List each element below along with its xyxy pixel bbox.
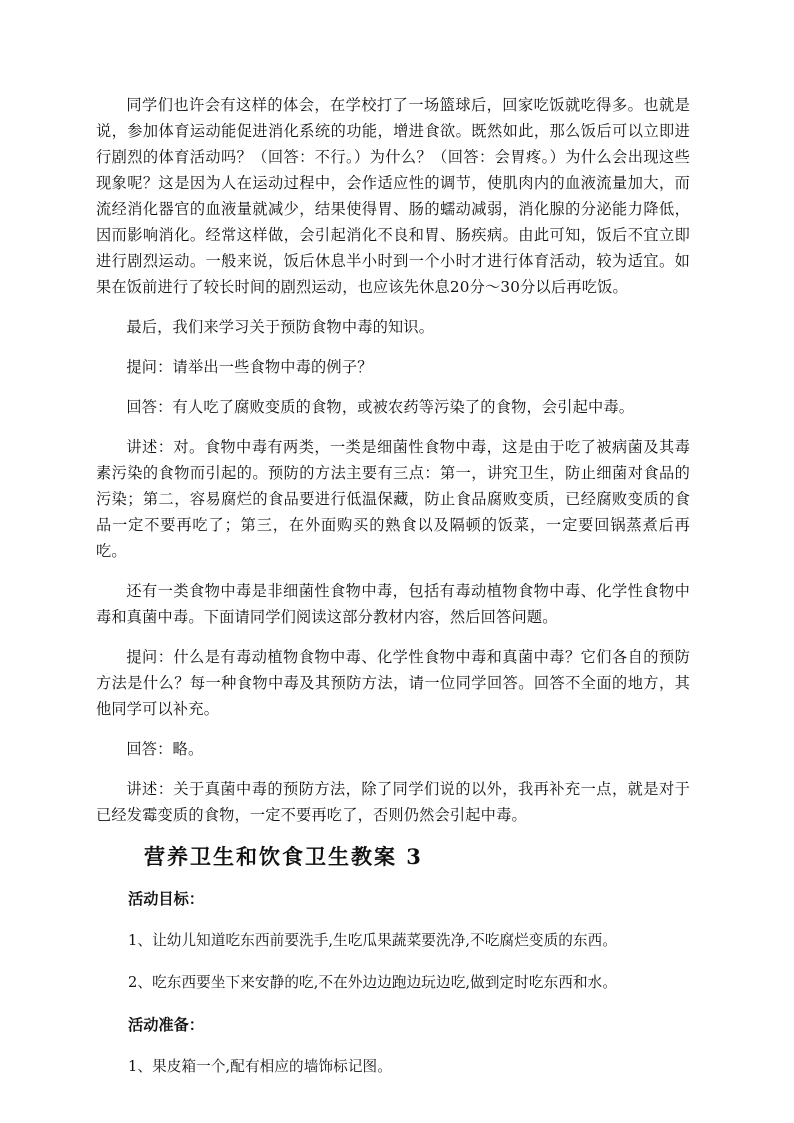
paragraph-nonbacterial-poisoning: 还有一类食物中毒是非细菌性食物中毒，包括有毒动植物食物中毒、化学性食物中毒和真菌中毒。下面请同学们阅读这部分教材内容，然后回答问题。 [96, 582, 690, 626]
activity-goal-item: 2、吃东西要坐下来安静的吃,不在外边边跑边玩边吃,做到定时吃东西和水。 [128, 974, 618, 991]
paragraph-fungal-prevention: 讲述：关于真菌中毒的预防方法，除了同学们说的以外，我再补充一点，就是对于已经发霉变质的食物，一定不要再吃了，否则仍然会引起中毒。 [96, 780, 690, 824]
document-body [96, 92, 690, 1096]
activity-goal-heading: 活动目标： [128, 890, 204, 908]
paragraph-answer-brief: 回答：略。 [126, 740, 204, 758]
section-title: 营养卫生和饮食卫生教案 3 [144, 844, 423, 869]
paragraph-exercise-digestion: 同学们也许会有这样的体会，在学校打了一场篮球后，回家吃饭就吃得多。也就是说，参加体育运动能促进消化系统的功能，增进食欲。既然如此，那么饭后可以立即进行剧烈的体育活动吗？（回答：不行。）为什么？（回答：会胃疼。）为什么会出现这些现象呢？这是因为人在运动过程中，会作适应性的调节，使肌肉内的血液流量加大，而流经消化器官的血液量就减少，结果使得胃、肠的蠕动减弱，消化腺的分泌能力降低，因而影响消化。经常这样做，会引起消化不良和胃、肠疾病。由此可知，饭后不宜立即进行剧烈运动。一般来说，饭后休息半小时到一个小时才进行体育活动，较为适宜。如果在饭前进行了较长时间的剧烈运动，也应该先休息20分～30分以后再吃饭。 [96, 96, 690, 296]
paragraph-answer-examples: 回答：有人吃了腐败变质的食物，或被农药等污染了的食物，会引起中毒。 [126, 398, 635, 416]
paragraph-question-examples: 提问：请举出一些食物中毒的例子？ [126, 358, 373, 376]
activity-prep-item: 1、果皮箱一个,配有相应的墙饰标记图。 [128, 1058, 392, 1075]
activity-prep-heading: 活动准备： [128, 1016, 204, 1034]
activity-goal-item: 1、让幼儿知道吃东西前要洗手,生吃瓜果蔬菜要洗净,不吃腐烂变质的东西。 [128, 932, 618, 949]
paragraph-intro-food-poisoning: 最后，我们来学习关于预防食物中毒的知识。 [126, 318, 435, 336]
paragraph-question-prevention: 提问：什么是有毒动植物食物中毒、化学性食物中毒和真菌中毒？它们各自的预防方法是什么？每一种食物中毒及其预防方法，请一位同学回答。回答不全面的地方，其他同学可以补充。 [96, 648, 690, 718]
paragraph-bacterial-poisoning: 讲述：对。食物中毒有两类，一类是细菌性食物中毒，这是由于吃了被病菌及其毒素污染的食物而引起的。预防的方法主要有三点：第一，讲究卫生，防止细菌对食品的污染；第二，容易腐烂的食品要进行低温保藏，防止食品腐败变质，已经腐败变质的食品一定不要再吃了；第三，在外面购买的熟食以及隔顿的饭菜，一定要回锅蒸煮后再吃。 [96, 438, 690, 560]
